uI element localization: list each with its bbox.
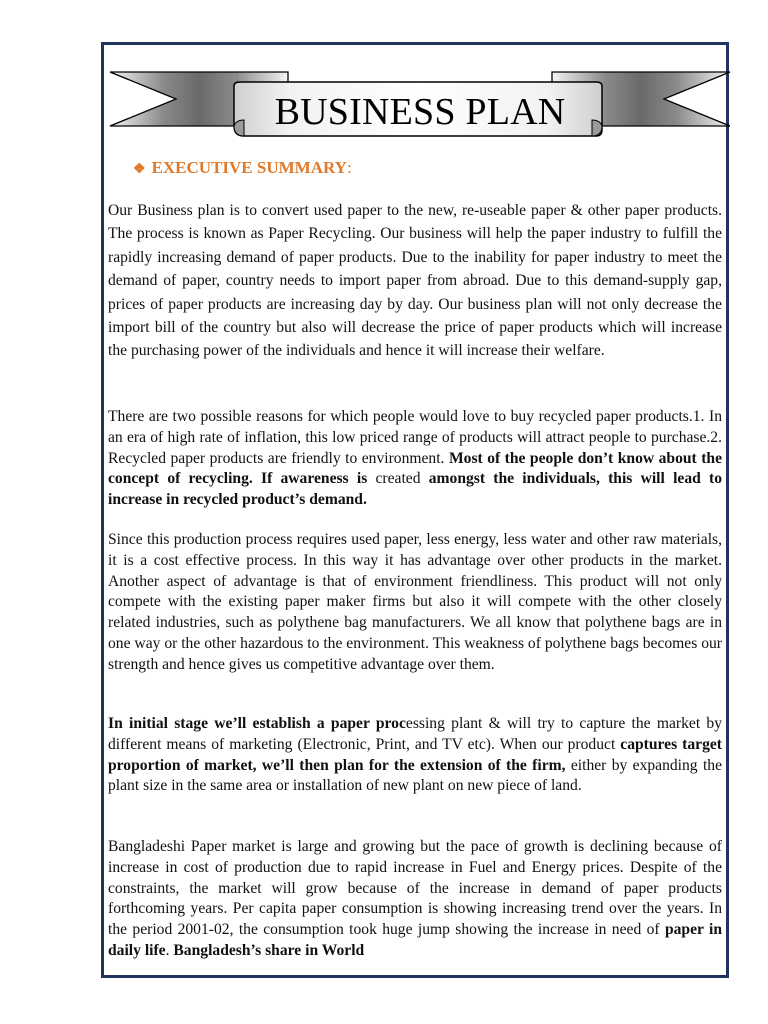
paragraph-5-text-a: Bangladeshi Paper market is large and growing but the pace of growth is declining because of increase in cost of production due to rapid increase in Fuel and Energy prices. Despite of the constraints, the market will grow because of the increase in demand of paper products forthcoming years. Per capita paper consumption is showing increasing trend over the years. In the period 2001-02, the consumption took huge jump showing the increase in need of (108, 838, 722, 939)
paragraph-5 (108, 837, 722, 962)
section-heading-colon: : (346, 158, 352, 177)
paragraph-2-text-a: There are two possible reasons for which people would love to buy recycled paper products.1. In an era of high rate of inflation, this low priced range of products will attract people to purchase.2. Recycled paper products are friendly to environment. (108, 408, 722, 467)
title-banner (108, 66, 732, 146)
paragraph-5-bold-b: paper in daily life (108, 921, 722, 959)
diamond-bullet-icon: ❖ (133, 162, 146, 177)
paragraph-4-text-d: either by expanding the plant size in the same area or installation of new plant on new piece of land. (108, 756, 722, 795)
paragraph-5-bold-d: Bangladesh’s share in World (173, 941, 365, 959)
paragraph-4-bold-a: In initial stage we’ll establish a paper proc (108, 715, 406, 732)
paragraph-4-text-b: essing plant & will try to capture the market by different means of marketing (Electronic, Print, and TV etc). When our product (108, 715, 722, 753)
paragraph-2-bold-b: Most of the people don’t know about the concept of recycling. If awareness is (108, 449, 722, 488)
paragraph-3: Since this production process requires used paper, less energy, less water and other raw materials, it is a cost effective process. In this way it has advantage over other products in the market. Another aspect of advantage is that of environment friendliness. This product will not only compete with the existing paper maker firms but also it will compete with the other closely related industries, such as polythene bag manufacturers. We all know that polythene bags are in one way or the other hazardous to the environment. This weakness of polythene bags becomes our strength and hence gives us competitive advantage over them. (108, 531, 722, 673)
paragraph-2-bold-d: amongst the individuals, this will lead to increase in recycled product’s demand. (108, 470, 723, 509)
section-heading (133, 156, 352, 180)
paragraph-5-text-c: . (165, 941, 174, 959)
paragraph-2-text-c: created (367, 470, 429, 488)
paragraph-4 (108, 714, 722, 797)
banner-title: BUSINESS PLAN (274, 91, 566, 133)
paragraph-1: Our Business plan is to convert used paper to the new, re-useable paper & other paper products. The process is known as Paper Recycling. Our business will help the paper industry to fulfill the rapidly increasing demand of paper products. Due to the inability for paper industry to meet the demand of paper, country needs to import paper from abroad. Due to this demand-supply gap, prices of paper products are increasing day by day. Our business plan will not only decrease the import bill of the country but also will decrease the price of paper products which will increase the purchasing power of the individuals and hence it will increase their welfare. (108, 202, 722, 360)
section-heading-text: EXECUTIVE SUMMARY (151, 158, 347, 177)
paragraph-4-bold-c: captures target proportion of market, we’ll then plan for the extension of the firm, (108, 735, 722, 774)
paragraph-2 (108, 407, 722, 511)
